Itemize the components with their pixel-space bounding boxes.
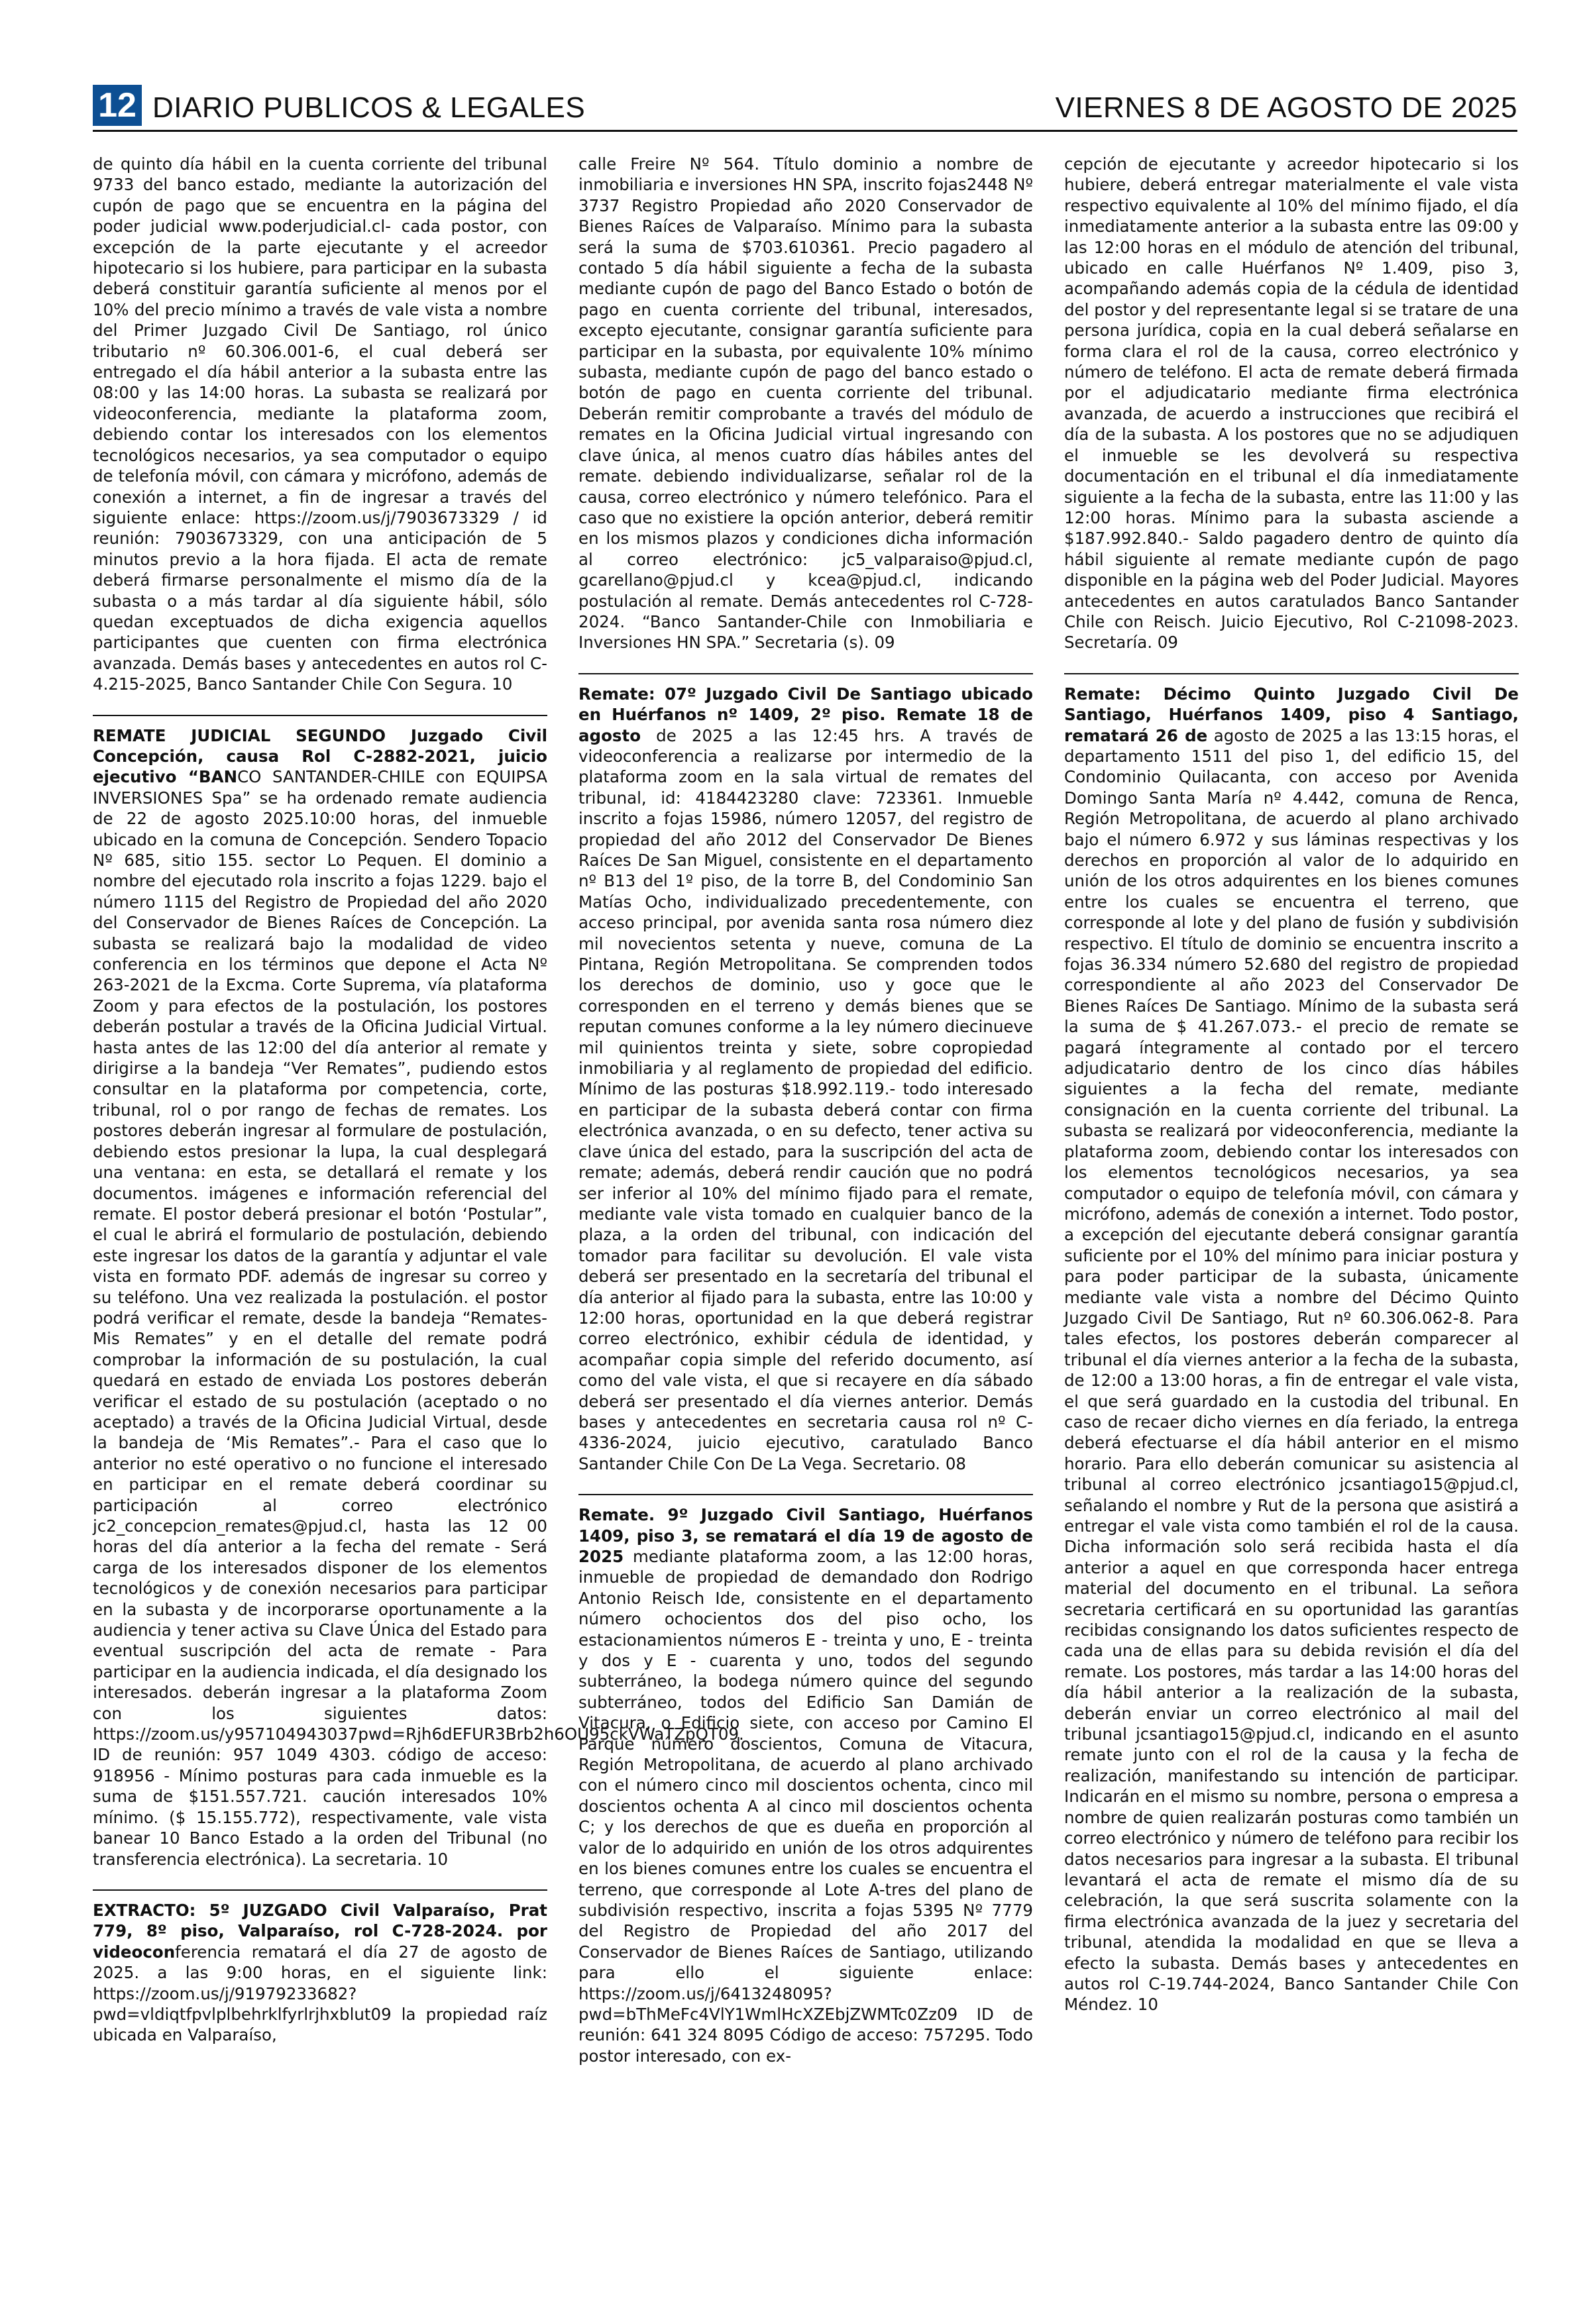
notice-separator (578, 1494, 1033, 1495)
notice-body: cepción de ejecutante y acreedor hipotecario si los hubiere, deberá entregar materialmente el vale vista respectivo equivalente al 10% del mínimo fijado, el día inmediatamente anterior a la subasta entre las 09:00 y las 12:00 horas en el módulo de atención del tribunal, ubicado en calle Huérfanos Nº 1.409, piso 3, acompañando además copia de la cédula de identidad del postor y del representante legal si se tratare de una persona jurídica, copia en la cual deberá señalarse en forma clara el rol de la causa, correo electrónico y número de teléfono. El acta de remate deberá firmada por el adjudicatario mediante firma electrónica avanzada, de acuerdo a instrucciones que recibirá el día de la subasta. A los postores que no se adjudiquen el inmueble se les devolverá su respectiva documentación en el tribunal el día inmediatamente siguiente a la fecha de la subasta, entre las 11:00 y las 12:00 horas. Mínimo para la subasta asciende a $187.992.840.- Saldo pagadero dentro de quinto día hábil siguiente al remate mediante cupón de pago disponible en la página web del Poder Judicial. Mayores antecedentes en autos caratulados Banco Santander Chile con Reisch. Juicio Ejecutivo, Rol C-21098-2023. Secretaría. 09 (1064, 154, 1519, 653)
notice-separator (1064, 673, 1519, 674)
publication-name: DIARIO PUBLICOS & LEGALES (152, 91, 586, 124)
notice-separator (93, 715, 547, 716)
notice (578, 1505, 1033, 2066)
notice-separator (93, 1889, 547, 1891)
column-2 (578, 154, 1033, 2274)
page-number: 12 (93, 85, 142, 126)
publication-date: VIERNES 8 DE AGOSTO DE 2025 (1055, 91, 1517, 124)
notice-body: calle Freire Nº 564. Título dominio a nombre de inmobiliaria e inversiones HN SPA, inscrito fojas2448 Nº 3737 Registro Propiedad año 2020 Conservador de Bienes Raíces de Valparaíso. Mínimo para la subasta será la suma de $703.610361. Precio pagadero al contado 5 día hábil siguiente a fecha de la subasta mediante cupón de pago del Banco Estado o botón de pago en cuenta corriente del tribunal, interesados, excepto ejecutante, consignar garantía suficiente para participar en la subasta, por equivalente 10% mínimo subasta, mediante cupón de pago del banco estado o botón de pago en cuenta corriente del tribunal. Deberán remitir comprobante a través del módulo de remates en la Oficina Judicial virtual ingresando con clave única, al menos cuatro días hábiles antes del remate. debiendo individualizarse, señalar rol de la causa, correo electrónico y número telefónico. Para el caso que no existiere la opción anterior, deberá remitir en los mismos plazos y condiciones dicha información al correo electrónico: jc5_valparaiso@pjud.cl, gcarellano@pjud.cl y kcea@pjud.cl, indicando postulación al remate. Demás antecedentes rol C-728-2024. “Banco Santander-Chile con Inmobiliaria e Inversiones HN SPA.” Secretaria (s). 09 (578, 154, 1033, 653)
notice (578, 154, 1033, 653)
notice (93, 725, 744, 1870)
notice (1064, 154, 1519, 653)
notice (578, 684, 1033, 1474)
notice-body: ferencia rematará el día 27 de agosto de 2025. a las 9:00 horas, en el siguiente link: https://zoom.us/j/91979233682?pwd=vldiqtfpvlplbehrklfyrlrjhxblut09 la propiedad raíz ubicada en Valparaíso, (93, 1942, 547, 2045)
notice-body: CO SANTANDER-CHILE con EQUIPSA INVERSIONES Spa” se ha ordenado remate audiencia de 22 de agosto 2025.10:00 horas, del inmueble ubicado en la comuna de Concepción. Sendero Topacio Nº 685, sitio 155. sector Lo Pequen. El dominio a nombre del ejecutado rola inscrito a fojas 1229. bajo el número 1115 del Registro de Propiedad del año 2020 del Conservador de Bienes Raíces de Concepción. La subasta se realizará bajo la modalidad de video conferencia en los términos que depone el Acta Nº 263-2021 de la Excma. Corte Suprema, vía plataforma Zoom y para efectos de la postulación, los postores deberán postular a través de la Oficina Judicial Virtual. hasta antes de las 12:00 del día anterior al remate y dirigirse a la bandeja “Ver Remates”, pudiendo estos consultar en la plataforma por competencia, corte, tribunal, rol o por rango de fechas de remates. Los postores deberán ingresar al formulare de postulación, debiendo estos presionar la lupa, la cual desplegará una ventana: en esta, se detallará el remate y los documentos. imágenes e información referencial del remate. El postor deberá presionar el botón ‘Postular”, el cual le abrirá el formulario de postulación, debiendo este ingresar los datos de la garantía y adjuntar el vale vista en formato PDF. además de ingresar su correo y su teléfono. Una vez realizada la postulación. el postor podrá verificar el remate, desde la bandeja “Remates- Mis Remates” y en el detalle del remate podrá comprobar la información de su postulación, la cual quedará en estado de enviada Los postores deberán verificar el estado de su postulación (aceptado o no aceptado) a través de la Oficina Judicial Virtual, desde la bandeja de ‘Mis Remates”.- Para el caso que lo anterior no esté operativo o no funcione el interesado en participar en el remate deberá coordinar su participación al correo electrónico jc2_concepcion_remates@pjud.cl, hasta las 12 00 horas del día anterior a la fecha del remate - Será carga de los interesados disponer de los elementos tecnológicos y de conexión necesarios para participar en la subasta y de incorporarse oportunamente a la audiencia y tener activa su Clave Única del Estado para eventual suscripción del acta de remate - Para participar en la audiencia indicada, el día designado los interesados. deberán ingresar a la plataforma Zoom con los siguientes datos: https://zoom.us/y957104943037pwd=Rjh6dEFUR3Brb2h6OU95ckVWaTZpQT09. ID de reunión: 957 1049 4303. código de acceso: 918956 - Mínimo posturas para cada inmueble es la suma de $151.557.721. caución interesados 10% mínimo. ($ 15.155.772), respectivamente, vale vista banear 10 Banco Estado a la orden del Tribunal (no transferencia electrónica). La secretaria. 10 (93, 767, 744, 1869)
notice-body: de quinto día hábil en la cuenta corriente del tribunal 9733 del banco estado, mediante la autorización del cupón de pago que se encuentra en la página del poder judicial www.poderjudicial.cl- cada postor, con excepción de la parte ejecutante y el acreedor hipotecario si los hubiere, para participar en la subasta deberá constituir garantía suficiente al menos por el 10% del precio mínimo a través de vale vista a nombre del Primer Juzgado Civil De Santiago, rol único tributario nº 60.306.001-6, el cual deberá ser entregado el día hábil anterior a la subasta entre las 08:00 y las 14:00 horas. La subasta se realizará por videoconferencia, mediante la plataforma zoom, debiendo contar los interesados con los elementos tecnológicos necesarios, ya sea computador o equipo de telefonía móvil, con cámara y micrófono, además de conexión a internet, a fin de ingresar a través del siguiente enlace: https://zoom.us/j/7903673329 / id reunión: 7903673329, con una anticipación de 5 minutos previo a la hora fijada. El acta de remate deberá firmarse personalmente el mismo día de la subasta o a más tardar al día siguiente hábil, sólo quedan exceptuados de dicha exigencia aquellos participantes que cuenten con firma electrónica avanzada. Demás bases y antecedentes en autos rol C-4.215-2025, Banco Santander Chile Con Segura. 10 (93, 154, 547, 694)
notice-lead: Remate: Décimo Quinto Juzgado Civil De Santiago, Huérfanos 1409, piso 4 Santiago, rematará 26 de (1064, 684, 1519, 745)
notice-body: agosto de 2025 a las 13:15 horas, el departamento 1511 del piso 1, del edificio 15, del Condominio Quilacanta, con acceso por Avenida Domingo Santa María nº 4.442, comuna de Renca, Región Metropolitana, de acuerdo al plano archivado bajo el número 6.972 y sus láminas respectivas y los derechos en proporción al valor de lo adquirido en unión de los otros adquirentes en los bienes comunes entre los cuales se encuentra el terreno, que corresponde al lote y del plano de fusión y subdivisión respectivo. El título de dominio se encuentra inscrito a fojas 36.334 número 52.680 del registro de propiedad correspondiente al año 2023 del Conservador De Bienes Raíces De Santiago. Mínimo de la subasta será la suma de $ 41.267.073.- el precio de remate se pagará íntegramente al contado por el tercero adjudicatario dentro de los cinco días hábiles siguientes a la fecha del remate, mediante consignación en la cuenta corriente del tribunal. La subasta se realizará por videoconferencia, mediante la plataforma zoom, debiendo contar los interesados con los elementos tecnológicos necesarios, ya sea computador o equipo de telefonía móvil, con cámara y micrófono, además de conexión a internet. Todo postor, a excepción del ejecutante deberá consignar garantía suficiente por el 10% del mínimo para iniciar postura y para poder participar de la subasta, únicamente mediante vale vista a nombre del Décimo Quinto Juzgado Civil De Santiago, Rut nº 60.306.062-8. Para tales efectos, los postores deberán comparecer al tribunal el día viernes anterior a la fecha de la subasta, de 12:00 a 13:00 horas, a fin de entregar el vale vista, el que será guardado en la custodia del tribunal. En caso de recaer dicho viernes en día feriado, la entrega deberá efectuarse el día hábil anterior en el mismo horario. Para ello deberán comunicar su asistencia al tribunal al correo electrónico jcsantiago15@pjud.cl, señalando el nombre y Rut de la persona que asistirá a entregar el vale vista como también el rol de la causa. Dicha información solo será recibida hasta el día anterior a aquel en que corresponda hacer entrega material del documento en el tribunal. La señora secretaria certificará en su oportunidad las garantías recibidas consignando los datos suficientes respecto de cada una de ellas para su debida revisión el día del remate. Los postores, más tardar a las 14:00 horas del día hábil anterior a la realización de la subasta, deberán enviar un correo electrónico al mail del tribunal jcsantiago15@pjud.cl, indicando en el asunto remate junto con el rol de la causa y la fecha de realización, manifestando su intención de participar. Indicarán en el mismo su nombre, persona o empresa a nombre de quien realizarán posturas como también un correo electrónico y número de teléfono para recibir los datos necesarios para ingresar a la subasta. El tribunal levantará el acta de remate el mismo día de su celebración, la que será suscrita solamente con la firma electrónica avanzada de la juez y secretaria del tribunal, atendida la modalidad en que se lleva a efecto la subasta. Demás bases y antecedentes en autos rol C-19.744-2024, Banco Santander Chile Con Méndez. 10 (1064, 725, 1519, 2015)
notice (93, 1900, 547, 2046)
notice (93, 154, 547, 695)
notice-separator (578, 673, 1033, 674)
notice-lead: Remate. 9º Juzgado Civil Santiago, Huérfanos 1409, piso 3, se rematará el día 19 de agosto de 2025 (578, 1505, 1033, 1566)
notice-lead: Remate: 07º Juzgado Civil De Santiago ubicado en Huérfanos nº 1409, 2º piso. Remate 18 de agosto (578, 684, 1033, 745)
notice-lead: REMATE JUDICIAL SEGUNDO Juzgado Civil Concepción, causa Rol C-2882-2021, juicio ejecutivo “BAN (93, 725, 547, 787)
header-rule (93, 130, 1517, 132)
notice-body: de 2025 a las 12:45 hrs. A través de videoconferencia a realizarse por intermedio de la plataforma zoom en la sala virtual de remates del tribunal, id: 4184423280 clave: 723361. Inmueble inscrito a fojas 15986, número 12057, del registro de propiedad del año 2012 del Conservador De Bienes Raíces De San Miguel, consistente en el departamento nº B13 del 1º piso, de la torre B, del Condominio San Matías Ocho, individualizado precedentemente, con acceso principal, por avenida santa rosa número diez mil novecientos setenta y nueve, comuna de La Pintana, Región Metropolitana. Se comprenden todos los derechos de dominio, uso y goce que le corresponden en el terreno y demás bienes que se reputan comunes conforme a la ley número diecinueve mil quinientos treinta y siete, sobre copropiedad inmobiliaria y al reglamento de propiedad del edificio. Mínimo de las posturas $18.992.119.- todo interesado en participar de la subasta deberá contar con firma electrónica avanzada, o en su defecto, tener activa su clave única del estado, para la suscripción del acta de remate; además, deberá rendir caución que no podrá ser inferior al 10% del mínimo fijado para el remate, mediante vale vista tomado en cualquier banco de la plaza, a la orden del tribunal, con indicación del tomador para facilitar su devolución. El vale vista deberá ser presentado en la secretaría del tribunal el día anterior al fijado para la subasta, entre las 10:00 y 12:00 horas, oportunidad en la que deberá registrar correo electrónico, exhibir cédula de identidad, y acompañar copia simple del referido documento, así como del vale vista, el que si recayere en día sábado deberá ser presentado el día viernes anterior. Demás bases y antecedentes en secretaria causa rol nº C-4336-2024, juicio ejecutivo, caratulado Banco Santander Chile Con De La Vega. Secretario. 08 (578, 725, 1033, 1473)
column-3 (1064, 154, 1519, 2274)
column-1 (93, 154, 744, 2274)
notice-body: mediante plataforma zoom, a las 12:00 horas, inmueble de propiedad de demandado don Rodrigo Antonio Reisch Ide, consistente en el departamento número ochocientos dos del piso ocho, los estacionamientos números E - treinta y uno, E - treinta y dos y E - cuarenta y uno, todos del segundo subterráneo, la bodega número quince del segundo subterráneo, todos del Edificio San Damián de Vitacura, o Edificio siete, con acceso por Camino El Parque número doscientos, Comuna de Vitacura, Región Metropolitana, de acuerdo al plano archivado con el número cinco mil doscientos ochenta, cinco mil doscientos ochenta A al cinco mil doscientos ochenta C; y los derechos de que es dueña en proporción al valor de lo adquirido en unión de los otros adquirentes en los bienes comunes entre los cuales se encuentra el terreno, que corresponde al Lote A-tres del plano de subdivisión respectivo, inscrita a fojas 5395 Nº 7779 del Registro de Propiedad del año 2017 del Conservador de Bienes Raíces de Santiago, utilizando para ello el siguiente enlace: https://zoom.us/j/6413248095?pwd=bThMeFc4VlY1WmlHcXZEbjZWMTc0Zz09 ID de reunión: 641 324 8095 Código de acceso: 757295. Todo postor interesado, con ex- (578, 1547, 1033, 2066)
notice (1064, 684, 1519, 2015)
notice-lead: EXTRACTO: 5º JUZGADO Civil Valparaíso, Prat 779, 8º piso, Valparaíso, rol C-728-2024. por videocon (93, 1900, 547, 1962)
page-header (93, 85, 1517, 126)
